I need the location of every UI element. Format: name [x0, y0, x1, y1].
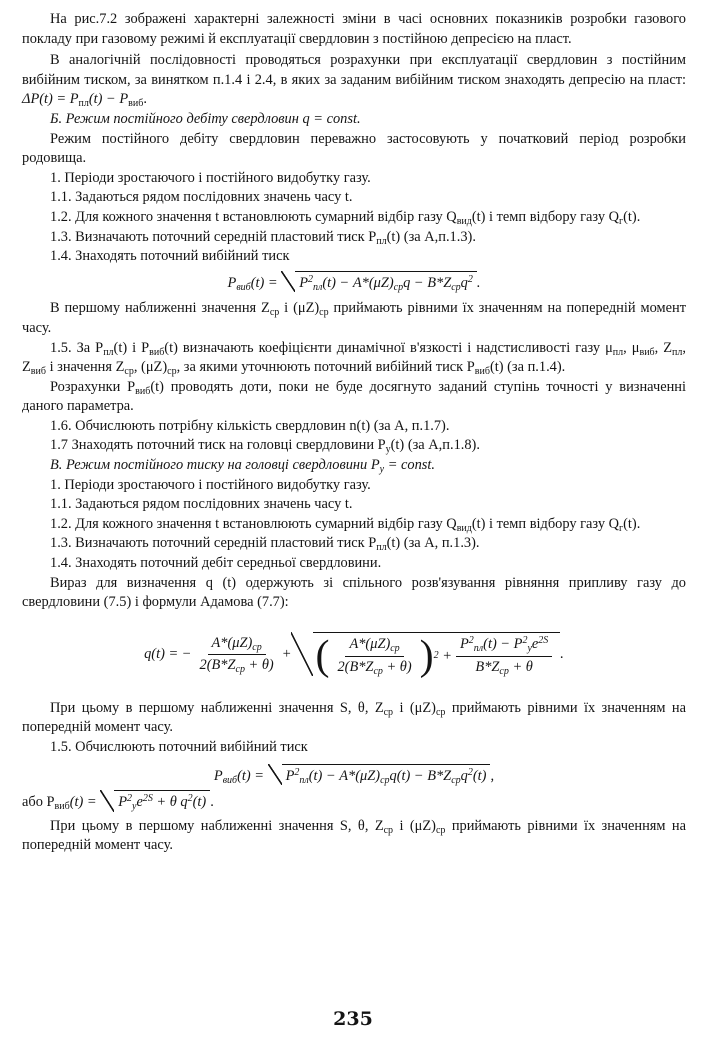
- paragraph-intro: На рис.7.2 зображені характерні залежності зміни в часі основних показників розробки газового покладу при газовому режимі й експлуатації свердловин з постійною депресією на пласт.: [22, 11, 686, 47]
- page-number: 235: [333, 1008, 373, 1030]
- paragraph-constant-pressure: В аналогічній послідовності проводяться розрахунки при експлуатації свердловин з постійним вибійним тиском, за винятком п.1.4 і 2.4, в яких за заданим вибійним тиском знаходять депресію на пласт: $\Delta P(t) = P_{пл}(t) - P_{виб}$.: [22, 52, 686, 110]
- paragraph-first-approx: В першому наближенні значення $Z_{ср}$ і $(\mu Z)_{ср}$ приймають рівними їх значенням на попередній момент часу.: [22, 300, 686, 336]
- formula-well-rate: q(t) = − $\frac{A*(\mu Z)_{ср}}{2(B*Z_{ср} + \theta)}$ + ( $\frac{A*(\mu Z)_{ср}}{2(B*Z_{ср} + \theta)}$ ) 2 + $\frac{P^2_{пл}(t) - P^2_уe^{2S}}{B*Z_{ср} + \theta}$ .: [144, 633, 564, 680]
- formula-bottomhole-pressure-2: $P_{виб}(t) = P^2_{пл}(t) - A*(\mu Z)_{ср}q(t) - B*Z_{ср}q^2(t)$ ,: [22, 764, 686, 787]
- step-1-4: 1.4. Знаходять поточний вибійний тиск: [50, 248, 290, 265]
- step-c-1-3: 1.3. Визначають поточний середній пластовий тиск $P_{пл}(t)$ (за А, п.1.3).: [50, 535, 480, 554]
- step-1-1: 1.1. Задаються рядом послідовних значень часу t.: [50, 189, 353, 206]
- section-v-heading: В. Режим постійного тиску на головці свердловини $P_у$ = const.: [50, 457, 435, 476]
- formula-alternative: або $P_{виб}(t) = P^2_уe^{2S} + \theta$ $q^2(t)$ .: [22, 790, 686, 813]
- step-c-1: 1. Періоди зростаючого і постійного видобутку газу.: [50, 476, 371, 493]
- section-b-heading: Б. Режим постійного дебіту свердловин q = const.: [50, 110, 361, 127]
- paragraph-iterate: Розрахунки $P_{виб}(t)$ проводять доти, поки не буде досягнуто заданий ступінь точності у визначенні даного параметра.: [22, 378, 686, 415]
- formula-bottomhole-pressure: $P_{виб}(t) = P^2_{пл}(t) - A*(\mu Z)_{ср}q - B*Z_{ср}q^2$ .: [22, 271, 686, 294]
- step-c-1-5: 1.5. Обчислюють поточний вибійний тиск: [50, 739, 308, 755]
- paragraph-constant-rate: Режим постійного дебіту свердловин переважно застосовують у початковий період розробки родовища.: [22, 130, 686, 167]
- step-1-3: 1.3. Визначають поточний середній пластовий тиск $P_{пл}(t)$ (за А,п.1.3).: [50, 228, 476, 247]
- step-1-5: 1.5. За $P_{пл}(t)$ і $P_{виб}(t)$ визначають коефіцієнти динамічної в'язкості і надстисливості газу $\mu_{пл}$, $\mu_{виб}$, $Z_{пл}$, $Z_{виб}$ і значення $Z_{ср}$, $(\mu Z)_{ср}$, за якими уточнюють поточний вибійний тиск $P_{виб}(t)$ (за п.1.4).: [22, 339, 686, 378]
- step-1-7: 1.7 Знаходять поточний тиск на головці свердловини $P_у(t)$ (за А,п.1.8).: [50, 437, 480, 456]
- step-1: 1. Періоди зростаючого і постійного видобутку газу.: [50, 169, 371, 186]
- step-1-2: 1.2. Для кожного значення t встановлюють сумарний відбір газу $Q_{вид}(t)$ і темп відбору газу $Q_г(t)$.: [50, 208, 641, 227]
- paragraph-expression: Вираз для визначення q (t) одержують зі спільного розв'язування рівняння припливу газу до свердловини (7.5) і формули Адамова (7.7):: [22, 574, 686, 611]
- step-1-6: 1.6. Обчислюють потрібну кількість свердловин n(t) (за А, п.1.7).: [50, 417, 450, 434]
- step-c-1-2: 1.2. Для кожного значення t встановлюють сумарний відбір газу $Q_{вид}(t)$ і темп відбору газу $Q_г(t)$.: [50, 515, 641, 534]
- paragraph-first-approx-2: При цьому в першому наближенні значення S, θ, $Z_{ср}$ і $(\mu Z)_{ср}$ приймають рівними їх значенням на попередній момент часу.: [22, 699, 686, 736]
- step-c-1-1: 1.1. Задаються рядом послідовних значень часу t.: [50, 496, 353, 513]
- paragraph-first-approx-3: При цьому в першому наближенні значення S, θ, $Z_{ср}$ і $(\mu Z)_{ср}$ приймають рівними їх значенням на попередній момент часу.: [22, 817, 686, 854]
- step-c-1-4: 1.4. Знаходять поточний дебіт середньої свердловини.: [50, 555, 382, 572]
